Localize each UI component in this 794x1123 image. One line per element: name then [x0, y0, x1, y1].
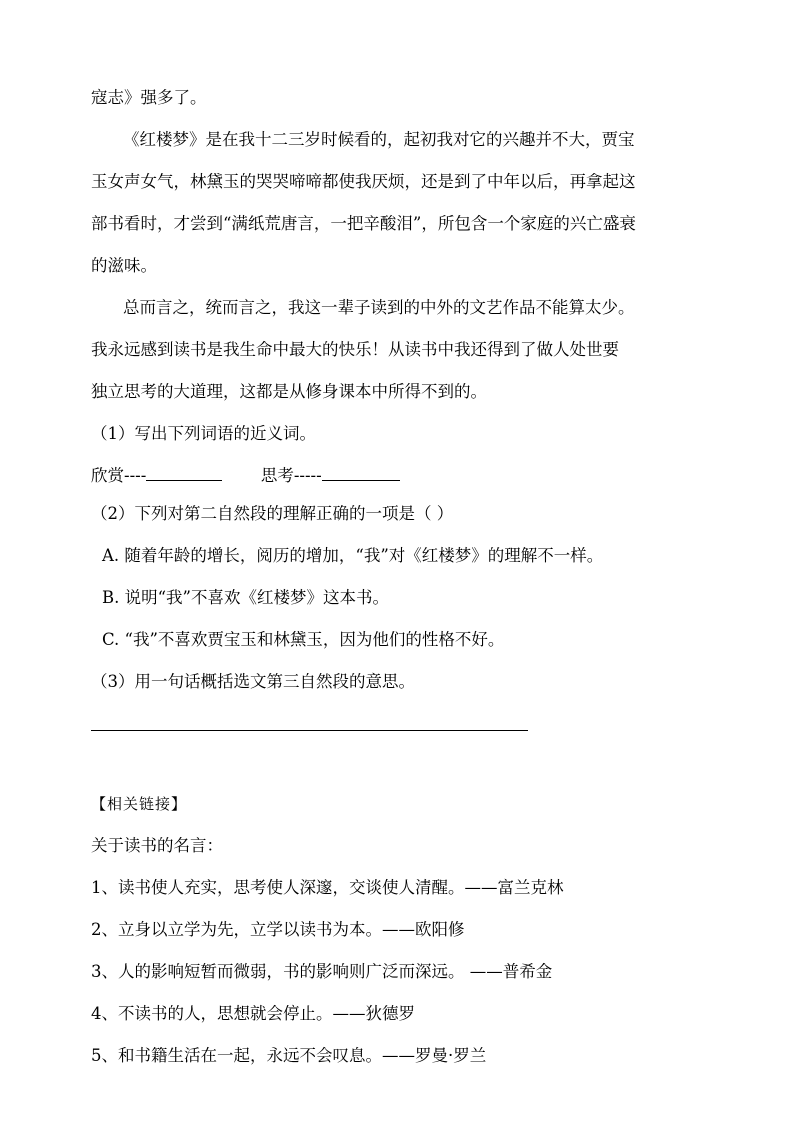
quote-item: 3、人的影响短暂而微弱，书的影响则广泛而深远。 ——普希金	[91, 962, 553, 981]
passage-paragraph-2-line-4: 的滋味。	[91, 256, 157, 275]
passage-paragraph-3-line-2: 我永远感到读书是我生命中最大的快乐！从读书中我还得到了做人处世要	[91, 340, 619, 359]
q2-option-a: A. 随着年龄的增长，阅历的增加，“我”对《红楼梦》的理解不一样。	[102, 546, 604, 565]
question-3: （3）用一句话概括选文第三自然段的意思。	[91, 672, 415, 691]
passage-paragraph-3-line-3: 独立思考的大道理，这都是从修身课本中所得不到的。	[91, 382, 487, 401]
question-2: （2）下列对第二自然段的理解正确的一项是（ ）	[91, 504, 454, 523]
q1-word-1: 欣赏----	[91, 466, 147, 485]
passage-paragraph-2-line-3: 部书看时，才尝到“满纸荒唐言，一把辛酸泪”，所包含一个家庭的兴亡盛衰	[91, 214, 636, 233]
passage-paragraph-1-tail: 寇志》强多了。	[91, 88, 207, 107]
q2-option-c: C. “我”不喜欢贾宝玉和林黛玉，因为他们的性格不好。	[102, 630, 505, 649]
quote-item: 4、不读书的人，思想就会停止。——狄德罗	[91, 1004, 415, 1023]
question-1-answers	[91, 466, 714, 486]
passage-paragraph-2-line-2: 玉女声女气，林黛玉的哭哭啼啼都使我厌烦，还是到了中年以后，再拿起这	[91, 172, 636, 191]
related-links-heading: 【相关链接】	[91, 795, 188, 813]
passage-paragraph-3-line-1: 总而言之，统而言之，我这一辈子读到的中外的文艺作品不能算太少。	[123, 298, 635, 317]
q1-answer-blank-1[interactable]	[146, 466, 222, 481]
related-links-intro: 关于读书的名言：	[91, 836, 223, 855]
quote-item: 2、立身以立学为先，立学以读书为本。——欧阳修	[91, 920, 465, 939]
q3-answer-line[interactable]	[91, 730, 528, 731]
quote-item: 5、和书籍生活在一起，永远不会叹息。——罗曼·罗兰	[91, 1046, 487, 1065]
passage-paragraph-2-line-1: 《红楼梦》是在我十二三岁时候看的，起初我对它的兴趣并不大，贾宝	[123, 130, 635, 149]
q1-answer-blank-2[interactable]	[322, 466, 400, 481]
q2-option-b: B. 说明“我”不喜欢《红楼梦》这本书。	[102, 588, 389, 607]
question-1: （1）写出下列词语的近义词。	[91, 424, 316, 443]
q1-word-2: 思考-----	[260, 466, 322, 485]
quote-item: 1、读书使人充实，思考使人深邃，交谈使人清醒。——富兰克林	[91, 878, 564, 897]
